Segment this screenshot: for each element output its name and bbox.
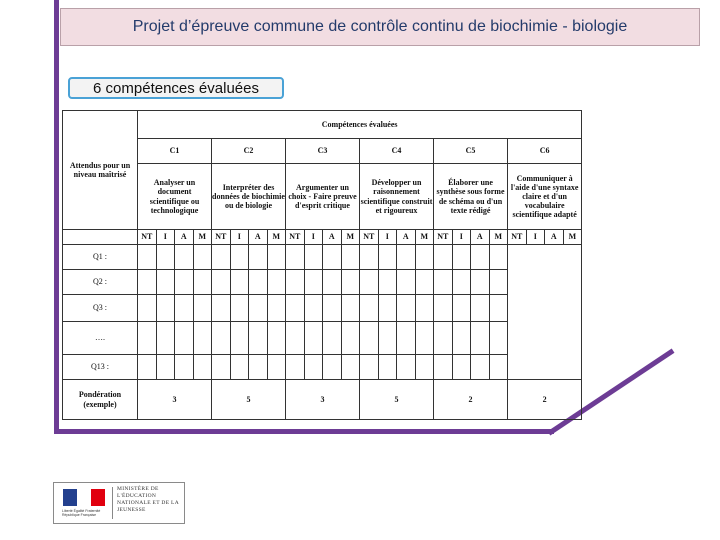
score-cell (452, 270, 471, 295)
score-cell (341, 355, 360, 380)
score-cell (304, 355, 323, 380)
corner-label: Attendus pour un niveau maîtrisé (63, 111, 138, 230)
score-cell (230, 355, 249, 380)
score-cell (304, 245, 323, 270)
score-cell (360, 322, 379, 355)
score-cell (323, 270, 342, 295)
score-cell (286, 355, 305, 380)
score-cell (471, 270, 490, 295)
score-cell (323, 245, 342, 270)
score-cell (378, 295, 397, 322)
weight-value: 3 (138, 380, 212, 420)
score-cell (286, 245, 305, 270)
competence-description: Argumenter un choix - Faire preuve d'esprit critique (286, 164, 360, 230)
logo-separator (112, 487, 113, 519)
score-cell (249, 322, 268, 355)
level-header: M (193, 230, 212, 245)
weight-label: Pondération (exemple) (63, 380, 138, 420)
score-cell (378, 270, 397, 295)
score-cell (304, 322, 323, 355)
score-cell (175, 270, 194, 295)
level-header: NT (508, 230, 527, 245)
score-cell (230, 245, 249, 270)
level-header: A (471, 230, 490, 245)
competence-code-c4: C4 (360, 139, 434, 164)
score-cell (360, 270, 379, 295)
score-cell (378, 355, 397, 380)
score-cell (212, 270, 231, 295)
competence-description: Développer un raisonnement scientifique construit et rigoureux (360, 164, 434, 230)
level-header: NT (212, 230, 231, 245)
score-cell (304, 295, 323, 322)
score-cell (230, 270, 249, 295)
score-cell (138, 245, 157, 270)
level-header: M (415, 230, 434, 245)
score-cell (212, 245, 231, 270)
score-cell (471, 245, 490, 270)
level-header: NT (138, 230, 157, 245)
score-cell (360, 295, 379, 322)
level-header: I (156, 230, 175, 245)
score-cell (489, 322, 508, 355)
page-title: Projet d’épreuve commune de contrôle continu de biochimie - biologie (60, 8, 700, 46)
score-cell (138, 270, 157, 295)
flag-blue (63, 489, 77, 506)
row-label: Q13 : (63, 355, 138, 380)
score-cell (415, 245, 434, 270)
score-cell (175, 295, 194, 322)
score-cell (267, 322, 286, 355)
table-row (63, 355, 582, 380)
flag-white (77, 489, 91, 506)
score-cell (415, 295, 434, 322)
score-cell (286, 295, 305, 322)
row-label: Q2 : (63, 270, 138, 295)
competence-code-c6: C6 (508, 139, 582, 164)
ministry-name: MINISTÈRE DE L'ÉDUCATION NATIONALE ET DE LA JEUNESSE (117, 486, 179, 513)
score-cell (249, 295, 268, 322)
score-cell (397, 322, 416, 355)
score-cell (286, 322, 305, 355)
level-header: A (323, 230, 342, 245)
score-cell (212, 355, 231, 380)
score-cell (230, 295, 249, 322)
score-cell (489, 295, 508, 322)
level-corner-cell (63, 230, 138, 245)
score-cell (452, 295, 471, 322)
score-cell (304, 270, 323, 295)
competence-code-c3: C3 (286, 139, 360, 164)
score-cell (489, 355, 508, 380)
score-cell (193, 270, 212, 295)
weight-value: 5 (360, 380, 434, 420)
score-cell (452, 322, 471, 355)
competence-description: Analyser un document scientifique ou technologique (138, 164, 212, 230)
row-label: Q1 : (63, 245, 138, 270)
score-cell (175, 245, 194, 270)
flag-icon (63, 489, 105, 506)
score-cell (434, 270, 453, 295)
score-cell (267, 355, 286, 380)
score-cell (452, 245, 471, 270)
level-header: A (397, 230, 416, 245)
score-cell (138, 322, 157, 355)
ministry-logo (53, 482, 185, 524)
score-cell (193, 355, 212, 380)
score-cell (267, 245, 286, 270)
score-cell (434, 295, 453, 322)
level-header: M (267, 230, 286, 245)
score-cell (212, 295, 231, 322)
score-cell (193, 295, 212, 322)
score-cell (156, 295, 175, 322)
table-row (63, 295, 582, 322)
score-cell (323, 295, 342, 322)
score-cell (156, 270, 175, 295)
competence-description: Interpréter des données de biochimie ou de biologie (212, 164, 286, 230)
level-header: NT (360, 230, 379, 245)
weight-value: 5 (212, 380, 286, 420)
score-cell (471, 355, 490, 380)
score-cell (471, 322, 490, 355)
level-header: M (563, 230, 582, 245)
table-row (63, 245, 582, 270)
score-cell (471, 295, 490, 322)
header-group-label: Compétences évaluées (138, 111, 582, 139)
score-cell (323, 355, 342, 380)
level-header: NT (434, 230, 453, 245)
score-cell (341, 245, 360, 270)
competence-code-c5: C5 (434, 139, 508, 164)
subtitle-badge: 6 compétences évaluées (68, 77, 284, 99)
score-cell (138, 355, 157, 380)
score-cell (286, 270, 305, 295)
score-cell (267, 270, 286, 295)
score-cell (415, 355, 434, 380)
score-cell (360, 245, 379, 270)
score-cell (397, 245, 416, 270)
score-cell (434, 245, 453, 270)
weight-row (63, 380, 582, 420)
weight-value: 3 (286, 380, 360, 420)
level-header: I (230, 230, 249, 245)
level-header: A (545, 230, 564, 245)
level-header: A (175, 230, 194, 245)
score-cell (249, 245, 268, 270)
score-cell (156, 355, 175, 380)
level-header: I (304, 230, 323, 245)
marianne-text: Liberté Égalité Fraternité République Française (62, 509, 101, 518)
score-cell (397, 270, 416, 295)
score-cell (156, 245, 175, 270)
level-header: M (341, 230, 360, 245)
score-cell (378, 322, 397, 355)
score-cell (378, 245, 397, 270)
score-cell (434, 355, 453, 380)
level-header: M (489, 230, 508, 245)
level-header: I (526, 230, 545, 245)
score-cell (249, 355, 268, 380)
score-cell (230, 322, 249, 355)
competence-code-c2: C2 (212, 139, 286, 164)
level-header: NT (286, 230, 305, 245)
score-cell (489, 245, 508, 270)
score-cell (415, 322, 434, 355)
score-cell (138, 295, 157, 322)
level-header: I (378, 230, 397, 245)
shaded-empty-cell (508, 245, 582, 380)
score-cell (175, 355, 194, 380)
weight-value: 2 (434, 380, 508, 420)
score-cell (267, 295, 286, 322)
level-header: A (249, 230, 268, 245)
level-header: I (452, 230, 471, 245)
score-cell (249, 270, 268, 295)
score-cell (175, 322, 194, 355)
competence-code-c1: C1 (138, 139, 212, 164)
score-cell (156, 322, 175, 355)
table-row (63, 270, 582, 295)
row-label: Q3 : (63, 295, 138, 322)
flag-red (91, 489, 105, 506)
score-cell (415, 270, 434, 295)
score-cell (489, 270, 508, 295)
score-cell (360, 355, 379, 380)
competence-description: Élaborer une synthèse sous forme de schéma ou d'un texte rédigé (434, 164, 508, 230)
competence-description: Communiquer à l'aide d'une syntaxe claire et d'un vocabulaire scientifique adapté (508, 164, 582, 230)
weight-value: 2 (508, 380, 582, 420)
row-label: …. (63, 322, 138, 355)
score-cell (341, 295, 360, 322)
score-cell (397, 355, 416, 380)
score-cell (212, 322, 231, 355)
score-cell (323, 322, 342, 355)
score-cell (434, 322, 453, 355)
score-cell (452, 355, 471, 380)
score-cell (193, 245, 212, 270)
score-cell (341, 270, 360, 295)
score-cell (193, 322, 212, 355)
competences-table (62, 110, 582, 420)
score-cell (341, 322, 360, 355)
score-cell (397, 295, 416, 322)
table-row (63, 322, 582, 355)
